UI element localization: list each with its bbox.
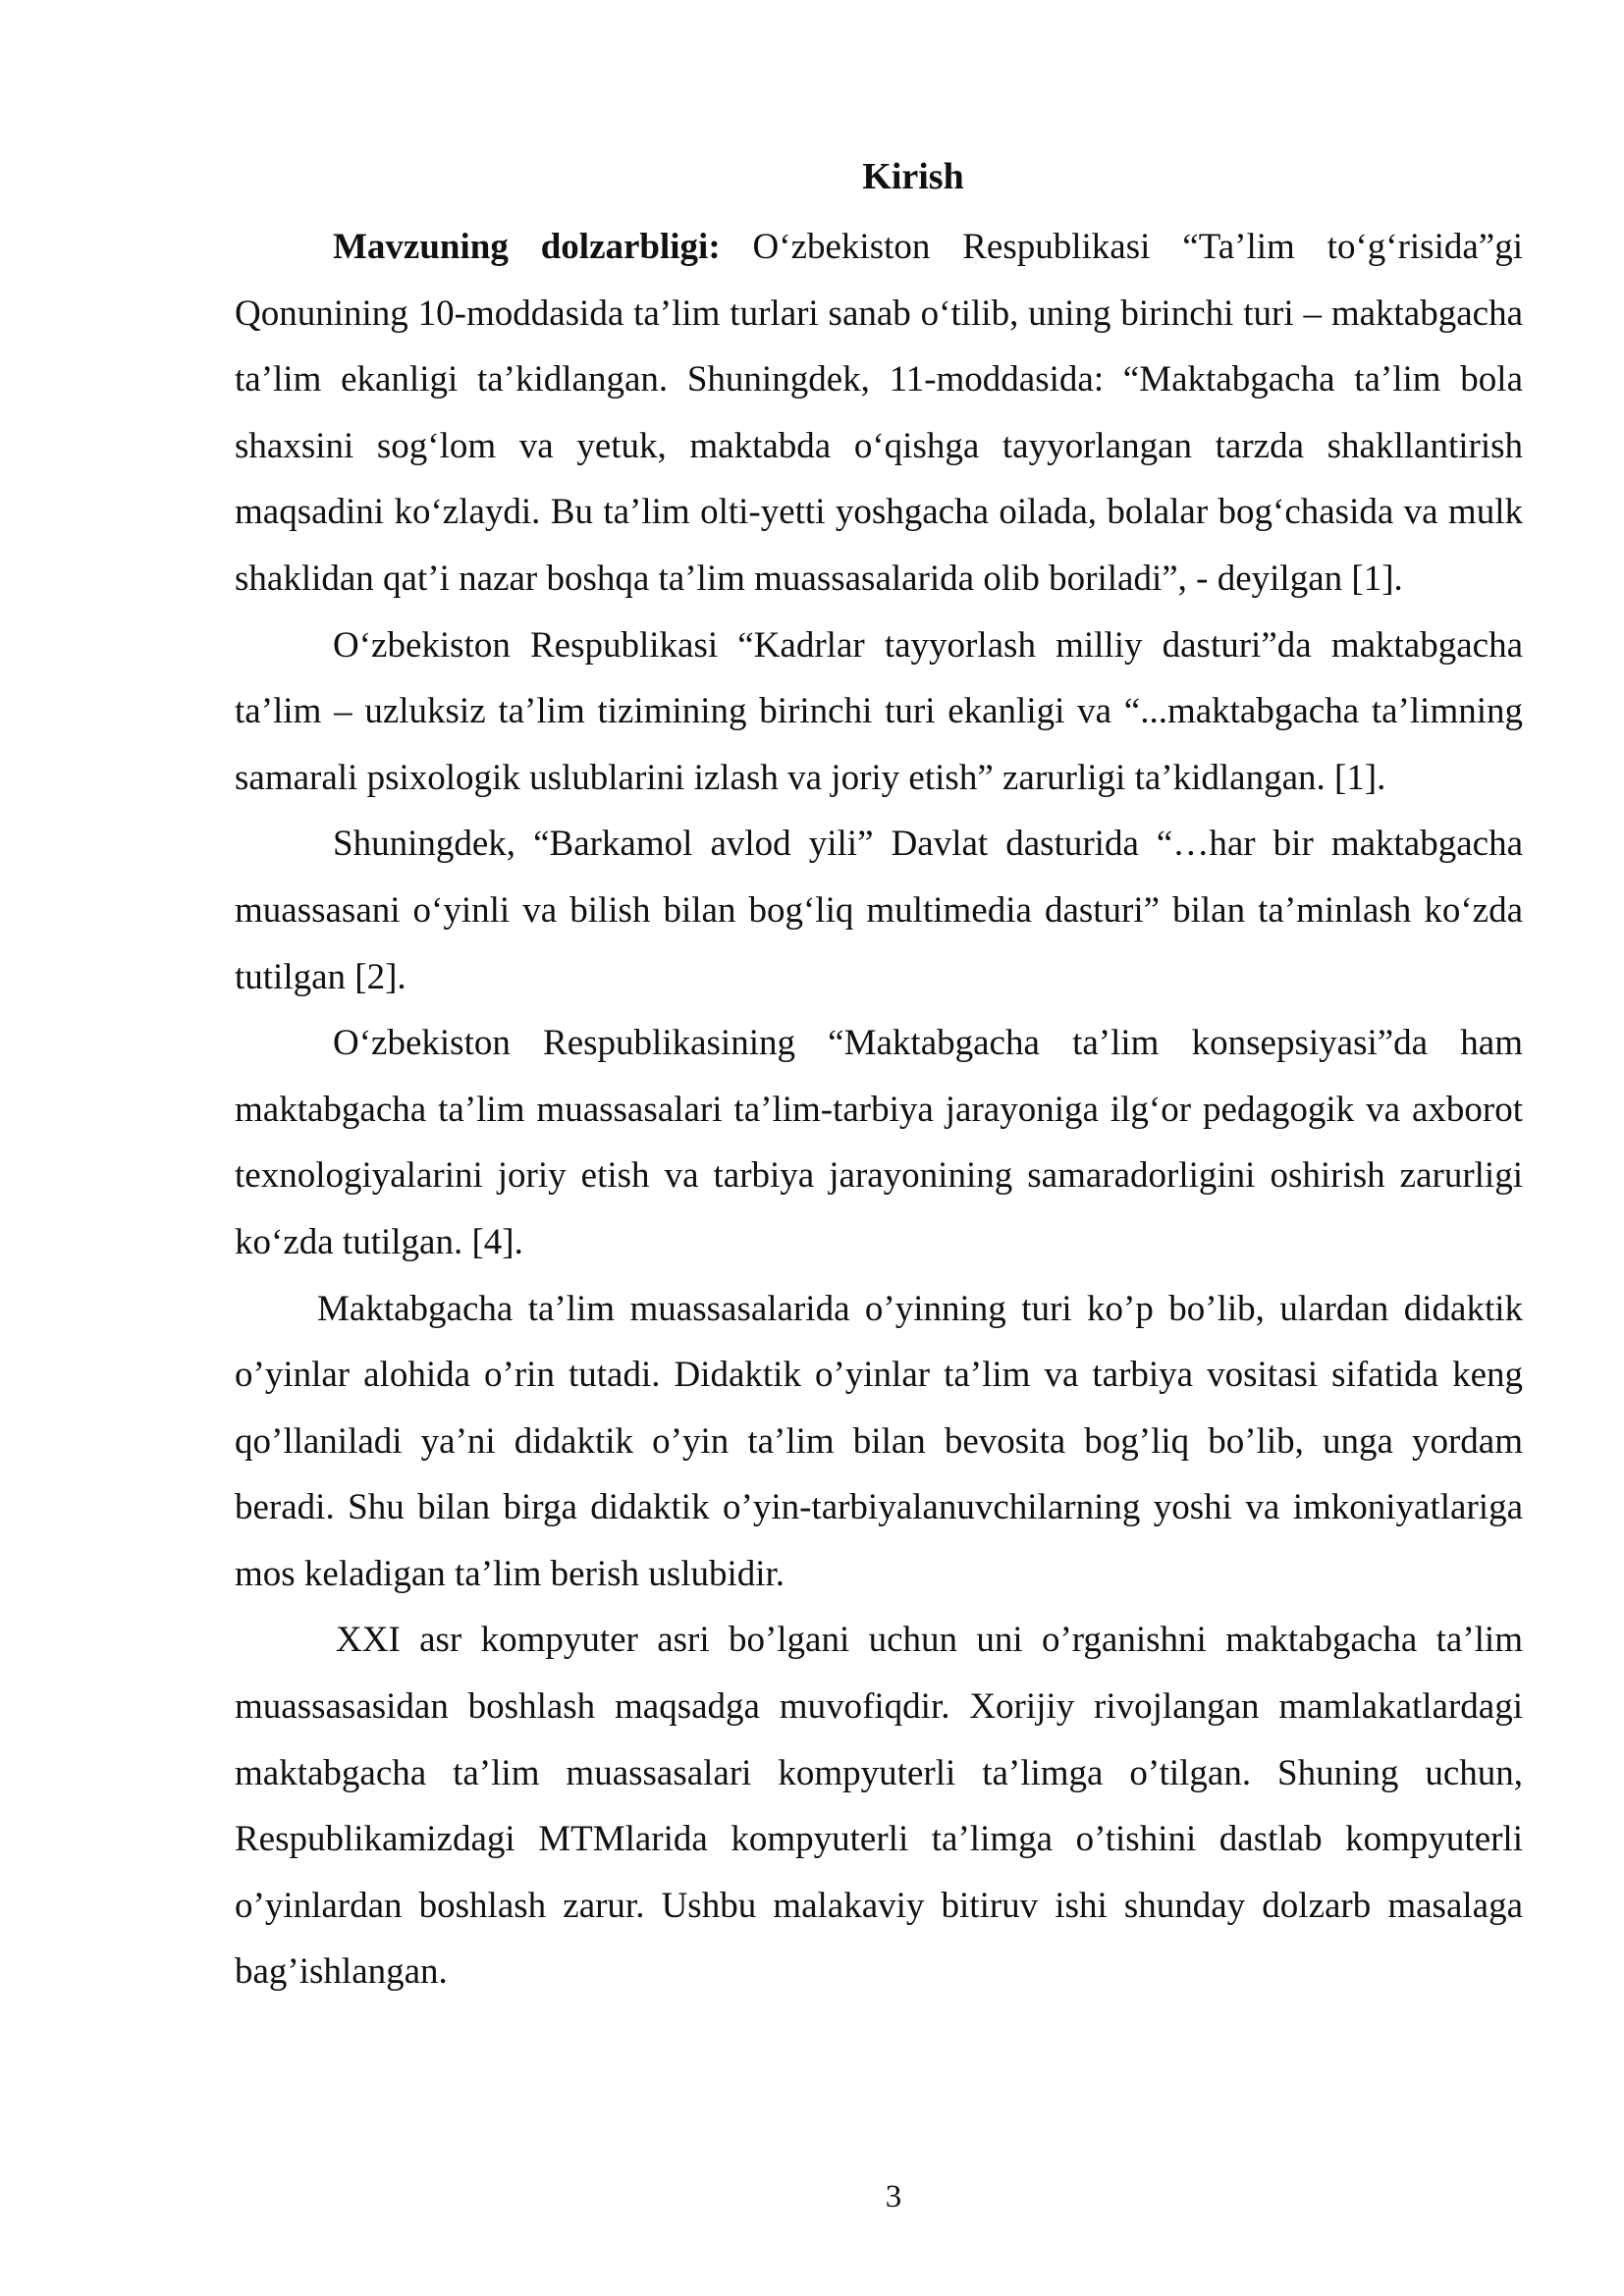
paragraph-relevance <box>235 214 1523 613</box>
paragraph-text: O‘zbekiston Respublikasi “Ta’lim to‘g‘risida”gi Qonunining 10-moddasida ta’lim turlari sanab o‘tilib, uning birinchi turi – maktabgacha ta’lim ekanligi ta’kidlangan. Shuningdek, 11-moddasida: “Maktabgacha ta’lim bola shaxsini sog‘lom va yetuk, maktabda o‘qishga tayyorlangan tarzda shakllantirish maqsadini ko‘zlaydi. Bu ta’lim olti-yetti yoshgacha oilada, bolalar bog‘chasida va mulk shaklidan qat’i nazar boshqa ta’lim muassasalarida olib boriladi”, - deyilgan [1]. <box>235 227 1523 599</box>
paragraph-cadre-program: O‘zbekiston Respublikasi “Kadrlar tayyorlash milliy dasturi”da maktabgacha ta’lim – uzluksiz ta’lim tizimining birinchi turi ekanligi va “...maktabgacha ta’limning samarali psixologik uslublarini izlash va joriy etish” zarurligi ta’kidlangan. [1]. <box>235 624 1523 798</box>
paragraph-concept: O‘zbekiston Respublikasining “Maktabgacha ta’lim konsepsiyasi”da ham maktabgacha ta’lim muassasalari ta’lim-tarbiya jarayoniga ilg‘or pedagogik va axborot texnologiyalarini joriy etish va tarbiya jarayonining samaradorligini oshirish zarurligi ko‘zda tutilgan. [4]. <box>235 1023 1523 1262</box>
paragraph-lead: Mavzuning dolzarbligi: <box>333 227 721 267</box>
paragraph-computer-age: XXI asr kompyuter asri bo’lgani uchun uni o’rganishni maktabgacha ta’lim muassasasidan boshlash maqsadga muvofiqdir. Xorijiy rivojlangan mamlakatlardagi maktabgacha ta’lim muassasalari kompyuterli ta’limga o’tilgan. Shuning uchun, Respublikamizdagi MTMlarida kompyuterli ta’limga o’tishini dastlab kompyuterli o’yinlardan boshlash zarur. Ushbu malakaviy bitiruv ishi shunday dolzarb masalaga bag’ishlangan. <box>235 1620 1523 1993</box>
paragraph-didactic-games: Maktabgacha ta’lim muassasalarida o’yinning turi ko’p bo’lib, ulardan didaktik o’yinlar alohida o’rin tutadi. Didaktik o’yinlar ta’lim va tarbiya vositasi sifatida keng qo’llaniladi ya’ni didaktik o’yin ta’lim bilan bevosita bog’liq bo’lib, unga yordam beradi. Shu bilan birga didaktik o’yin-tarbiyalanuvchilarning yoshi va imkoniyatlariga mos keladigan ta’lim berish uslubidir. <box>235 1288 1523 1594</box>
section-heading: Kirish <box>862 156 964 197</box>
paragraph-barkamol-avlod: Shuningdek, “Barkamol avlod yili” Davlat dasturida “…har bir maktabgacha muassasani o‘yinli va bilish bilan bog‘liq multimedia dasturi” bilan ta’minlash ko‘zda tutilgan [2]. <box>235 824 1523 997</box>
body-text <box>235 214 1523 2005</box>
page-number: 3 <box>885 2179 902 2215</box>
